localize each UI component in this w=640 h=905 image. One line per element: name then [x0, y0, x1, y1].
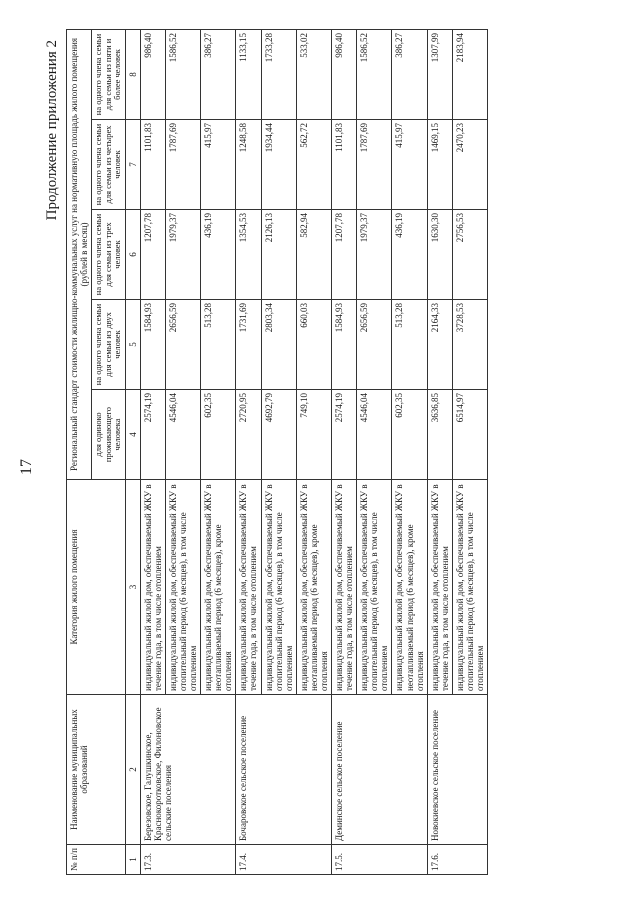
index-row [125, 29, 140, 874]
value-cell: 1133,15 [236, 29, 261, 119]
col-standard-header: Региональный стандарт стоимости жилищно-коммунальных услуг на нормативную площадь жилого помещения (рублей в месяц) [67, 29, 92, 479]
value-cell: 1731,69 [236, 300, 261, 390]
value-cell: 2126,13 [261, 210, 296, 300]
index-cell: 6 [125, 210, 140, 300]
group-name: Деминское сельское поселение [332, 695, 428, 845]
group-name: Бочаровское сельское поселение [236, 695, 332, 845]
col-num-header: № п/п [67, 845, 126, 875]
value-cell: 4546,04 [357, 390, 392, 480]
index-cell: 3 [125, 480, 140, 695]
value-cell: 2574,19 [140, 390, 165, 480]
value-cell: 1101,83 [332, 120, 357, 210]
sub-header-single: для одиноко проживающего человека [92, 390, 126, 480]
category-cell: индивидуальный жилой дом, обеспечиваемый ЖКУ в течение года, в том числе отоплением [140, 480, 165, 695]
value-cell: 1733,28 [261, 29, 296, 119]
value-cell: 1979,37 [357, 210, 392, 300]
category-cell: индивидуальный жилой дом, обеспечиваемый ЖКУ в отопительный период (6 месяцев), в том числе отоплением [357, 480, 392, 695]
table-header [67, 29, 141, 874]
value-cell: 602,35 [201, 390, 236, 480]
value-cell: 2720,95 [236, 390, 261, 480]
value-cell: 415,97 [392, 120, 427, 210]
group-num: 17.6. [427, 845, 487, 875]
value-cell: 2756,53 [452, 210, 487, 300]
appendix-caption: Продолжение приложения 2 [44, 40, 60, 221]
value-cell: 386,27 [392, 29, 427, 119]
category-cell: индивидуальный жилой дом, обеспечиваемый ЖКУ в течение года, в том числе отоплением [236, 480, 261, 695]
category-cell: индивидуальный жилой дом, обеспечиваемый ЖКУ в неотапливаемый период (6 месяцев), кроме отопления [296, 480, 331, 695]
category-cell: индивидуальный жилой дом, обеспечиваемый ЖКУ в отопительный период (6 месяцев), в том числе отоплением [165, 480, 200, 695]
value-cell: 2183,94 [452, 29, 487, 119]
value-cell: 660,03 [296, 300, 331, 390]
value-cell: 415,97 [201, 120, 236, 210]
value-cell: 3728,53 [452, 300, 487, 390]
table-row [332, 29, 357, 874]
value-cell: 1630,30 [427, 210, 452, 300]
group-num: 17.4. [236, 845, 332, 875]
value-cell: 1101,83 [140, 120, 165, 210]
value-cell: 4692,79 [261, 390, 296, 480]
value-cell: 1787,69 [165, 120, 200, 210]
value-cell: 436,19 [392, 210, 427, 300]
value-cell: 533,02 [296, 29, 331, 119]
page-number: 17 [18, 459, 35, 475]
category-cell: индивидуальный жилой дом, обеспечиваемый ЖКУ в отопительный период (6 месяцев), в том числе отоплением [261, 480, 296, 695]
value-cell: 2803,34 [261, 300, 296, 390]
value-cell: 6514,97 [452, 390, 487, 480]
value-cell: 1248,58 [236, 120, 261, 210]
value-cell: 2470,23 [452, 120, 487, 210]
value-cell: 2574,19 [332, 390, 357, 480]
col-name-header: Наименование муниципальных образований [67, 695, 126, 845]
value-cell: 1934,44 [261, 120, 296, 210]
index-cell: 5 [125, 300, 140, 390]
value-cell: 602,35 [392, 390, 427, 480]
value-cell: 562,72 [296, 120, 331, 210]
value-cell: 1207,78 [332, 210, 357, 300]
table-row [427, 29, 452, 874]
value-cell: 1586,52 [165, 29, 200, 119]
value-cell: 2164,33 [427, 300, 452, 390]
category-cell: индивидуальный жилой дом, обеспечиваемый ЖКУ в неотапливаемый период (6 месяцев), кроме отопления [201, 480, 236, 695]
index-cell: 8 [125, 29, 140, 119]
index-cell: 1 [125, 845, 140, 875]
value-cell: 1354,53 [236, 210, 261, 300]
category-cell: индивидуальный жилой дом, обеспечиваемый ЖКУ в неотапливаемый период (6 месяцев), кроме отопления [392, 480, 427, 695]
sub-header-three: на одного члена семьи для семьи из трех человек [92, 210, 126, 300]
category-cell: индивидуальный жилой дом, обеспечиваемый ЖКУ в течение года, в том числе отоплением [332, 480, 357, 695]
value-cell: 2656,59 [357, 300, 392, 390]
sub-header-two: на одного члена семьи для семьи из двух человек [92, 300, 126, 390]
index-cell: 4 [125, 390, 140, 480]
value-cell: 513,28 [201, 300, 236, 390]
value-cell: 4546,04 [165, 390, 200, 480]
sub-header-five-plus: на одного члена семьи для семьи из пяти и более человек [92, 29, 126, 119]
sub-header-four: на одного члена семьи для семьи из четырех человек [92, 120, 126, 210]
category-cell: индивидуальный жилой дом, обеспечиваемый ЖКУ в отопительный период (6 месяцев), в том числе отоплением [452, 480, 487, 695]
value-cell: 1586,52 [357, 29, 392, 119]
index-cell: 7 [125, 120, 140, 210]
table-body [140, 29, 487, 874]
table-row [140, 29, 165, 874]
value-cell: 1469,15 [427, 120, 452, 210]
value-cell: 3636,85 [427, 390, 452, 480]
group-num: 17.5. [332, 845, 428, 875]
value-cell: 749,10 [296, 390, 331, 480]
value-cell: 1584,93 [140, 300, 165, 390]
value-cell: 1307,99 [427, 29, 452, 119]
value-cell: 1207,78 [140, 210, 165, 300]
value-cell: 436,19 [201, 210, 236, 300]
group-name: Новокиевское сельское поселение [427, 695, 487, 845]
value-cell: 1979,37 [165, 210, 200, 300]
table-row [236, 29, 261, 874]
category-cell: индивидуальный жилой дом, обеспечиваемый ЖКУ в течение года, в том числе отоплением [427, 480, 452, 695]
group-name: Березовское, Галушкинское, Краснокоротковское, Филоновское сельские поселения [140, 695, 236, 845]
housing-standard-table [66, 29, 488, 875]
value-cell: 986,40 [140, 29, 165, 119]
value-cell: 2656,59 [165, 300, 200, 390]
value-cell: 1584,93 [332, 300, 357, 390]
value-cell: 1787,69 [357, 120, 392, 210]
col-category-header: Категория жилого помещения [67, 480, 126, 695]
index-cell: 2 [125, 695, 140, 845]
value-cell: 513,28 [392, 300, 427, 390]
group-num: 17.3. [140, 845, 236, 875]
value-cell: 986,40 [332, 29, 357, 119]
value-cell: 582,94 [296, 210, 331, 300]
value-cell: 386,27 [201, 29, 236, 119]
